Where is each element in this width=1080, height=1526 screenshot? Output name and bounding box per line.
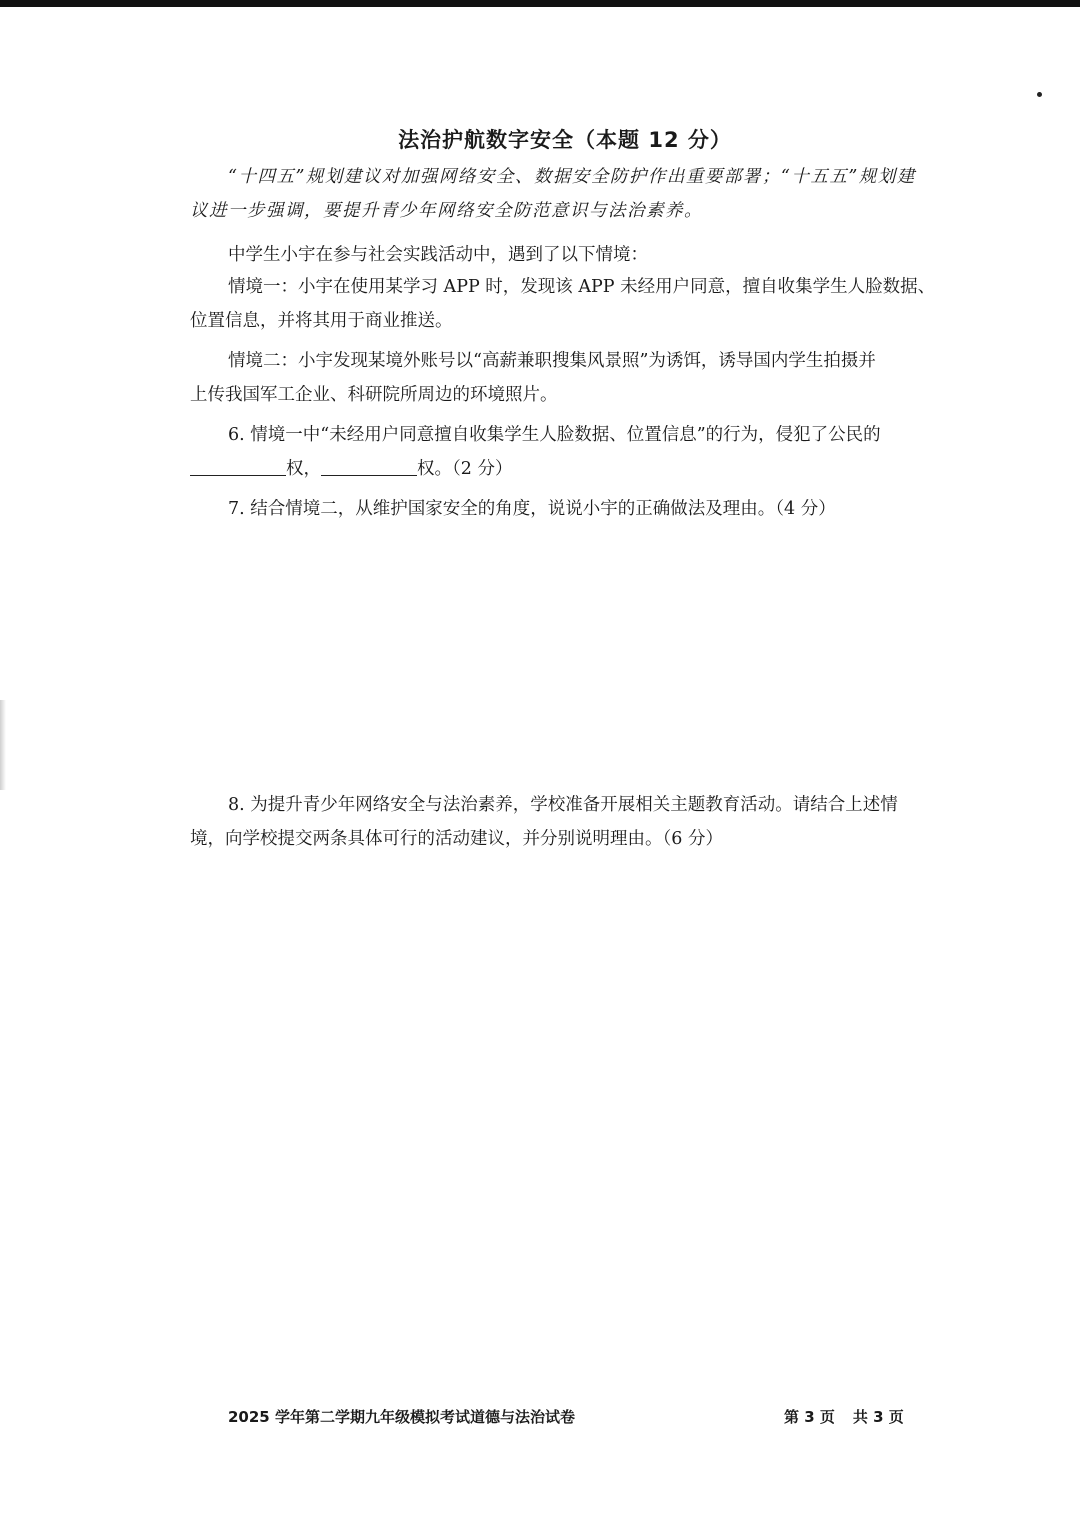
question-6-line-1: 6. 情境一中“未经用户同意擅自收集学生人脸数据、位置信息”的行为，侵犯了公民的 <box>228 425 881 445</box>
case-intro-paragraph <box>190 238 948 272</box>
question-6-part-b: 权。（2 分） <box>417 459 513 479</box>
situation-one-line-2: 位置信息，并将其用于商业推送。 <box>190 311 453 331</box>
scan-left-shadow <box>0 700 6 790</box>
section-title: 法治护航数字安全（本题 12 分） <box>398 128 732 152</box>
question-6-part-a: 权， <box>286 459 321 479</box>
question-6-line-2 <box>190 452 948 486</box>
footer-total-pages: 共 3 页 <box>852 1408 904 1426</box>
situation-two-line-2: 上传我国军工企业、科研院所周边的环境照片。 <box>190 385 558 405</box>
intro-paragraph <box>190 160 948 228</box>
intro-line-1: “十四五”规划建议对加强网络安全、数据安全防护作出重要部署；“十五五”规划建 <box>228 167 916 187</box>
ink-dot <box>1037 92 1042 97</box>
footer-page-info <box>784 1406 922 1427</box>
situation-two-line-1: 情境二：小宇发现某境外账号以“高薪兼职搜集风景照”为诱饵，诱导国内学生拍摄并 <box>228 351 876 371</box>
footer-exam-name: 2025 学年第二学期九年级模拟考试道德与法治试卷 <box>228 1408 575 1426</box>
question-8 <box>190 788 948 856</box>
scan-top-edge <box>0 0 1080 7</box>
situation-two-paragraph <box>190 344 948 412</box>
intro-line-2: 议进一步强调，要提升青少年网络安全防范意识与法治素养。 <box>190 201 703 221</box>
question-8-line-2: 境，向学校提交两条具体可行的活动建议，并分别说明理由。（6 分） <box>190 829 723 849</box>
situation-one-line-1: 情境一：小宇在使用某学习 APP 时，发现该 APP 未经用户同意，擅自收集学生人脸数据、 <box>228 277 936 297</box>
footer-page-number: 第 3 页 <box>784 1408 835 1426</box>
question-8-line-1: 8. 为提升青少年网络安全与法治素养，学校准备开展相关主题教育活动。请结合上述情 <box>228 795 898 815</box>
situation-one-paragraph <box>190 270 948 338</box>
case-intro-line: 中学生小宇在参与社会实践活动中，遇到了以下情境： <box>228 245 648 265</box>
answer-blank-2[interactable] <box>321 455 417 476</box>
answer-blank-1[interactable] <box>190 455 286 476</box>
question-6 <box>190 418 948 486</box>
question-7-line: 7. 结合情境二，从维护国家安全的角度，说说小宇的正确做法及理由。（4 分） <box>228 499 836 519</box>
question-7 <box>190 492 948 526</box>
